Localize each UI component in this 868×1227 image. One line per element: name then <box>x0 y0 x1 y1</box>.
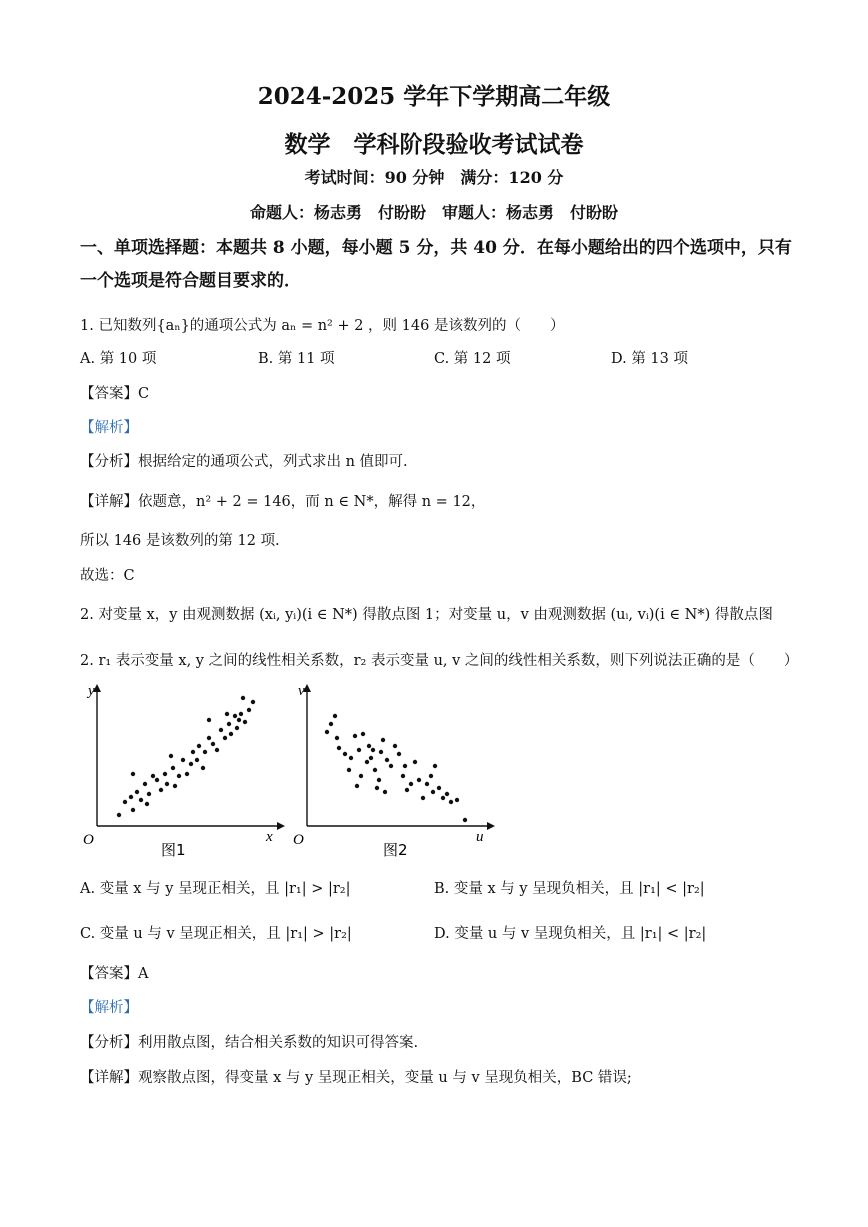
fig2-dots-dot <box>433 764 437 768</box>
fig2-dots-dot <box>437 786 441 790</box>
fig2-dots-dot <box>409 782 413 786</box>
fig1-dots-dot <box>139 798 143 802</box>
fig2-dots-dot <box>417 778 421 782</box>
q1-option-a: A. 第 10 项 <box>80 351 157 367</box>
fig1-points <box>117 696 255 817</box>
fig2-dots-dot <box>349 756 353 760</box>
fig2-dots-dot <box>355 784 359 788</box>
fig2-dots-dot <box>425 782 429 786</box>
q2-stem-line1: 2. 对变量 x，y 由观测数据 (xᵢ, yᵢ)(i ∈ N*) 得散点图 1；对变量 u，v 由观测数据 (uᵢ, vᵢ)(i ∈ N*) 得散点图 <box>80 607 773 623</box>
fig2-dots-dot <box>377 778 381 782</box>
fig2-dots-dot <box>385 758 389 762</box>
fig2-dots-dot <box>403 764 407 768</box>
fig1-origin-label: O <box>83 832 94 848</box>
fig1-dots-dot <box>189 762 193 766</box>
fig2-dots-dot <box>379 750 383 754</box>
section-heading-line2: 一个选项是符合题目要求的． <box>80 271 301 291</box>
fig2-dots-dot <box>413 760 417 764</box>
fig1-dots-dot <box>211 742 215 746</box>
fig2-origin-label: O <box>293 832 304 848</box>
exam-info: 考试时间：90 分钟 满分：120 分 <box>304 168 564 187</box>
fig1-dots-dot <box>171 766 175 770</box>
fig1-dots-dot <box>155 778 159 782</box>
fig1-dots-dot <box>201 766 205 770</box>
fig1-dots-dot <box>203 750 207 754</box>
fig2-dots-dot <box>389 764 393 768</box>
fig2-dots-dot <box>381 738 385 742</box>
fig2-dots-dot <box>449 800 453 804</box>
exam-title-subject: 数学 学科阶段验收考试试卷 <box>284 131 584 158</box>
fig2-dots-dot <box>463 818 467 822</box>
fig2-dots-dot <box>431 790 435 794</box>
fig2-dots-dot <box>405 788 409 792</box>
q2-option-b: B. 变量 x 与 y 呈现负相关，且 |r₁| < |r₂| <box>434 881 705 897</box>
fig1-dots-dot <box>237 718 241 722</box>
q1-option-d: D. 第 13 项 <box>611 351 688 367</box>
q1-detail: 【详解】依题意，n² + 2 = 146，而 n ∈ N*，解得 n = 12， <box>80 494 486 510</box>
fig1-dots-dot <box>197 744 201 748</box>
fig2-dots-dot <box>333 714 337 718</box>
q1-option-c: C. 第 12 项 <box>434 351 511 367</box>
fig1-dots-dot <box>215 748 219 752</box>
fig1-dots-dot <box>243 720 247 724</box>
fig1-dots-dot <box>169 754 173 758</box>
fig1-dots-dot <box>227 722 231 726</box>
fig1-dots-dot <box>143 782 147 786</box>
q1-option-b: B. 第 11 项 <box>258 351 335 367</box>
fig2-dots-dot <box>455 798 459 802</box>
fig2-dots-dot <box>401 774 405 778</box>
fig2-dots-dot <box>373 768 377 772</box>
fig1-dots-dot <box>247 708 251 712</box>
q2-option-a: A. 变量 x 与 y 呈现正相关，且 |r₁| > |r₂| <box>80 881 351 897</box>
fig1-dots-dot <box>159 788 163 792</box>
fig1-dots-dot <box>233 714 237 718</box>
exam-title-year: 2024-2025 学年下学期高二年级 <box>257 83 611 110</box>
fig2-dots-dot <box>397 752 401 756</box>
fig1-dots-dot <box>223 736 227 740</box>
fig2-dots-dot <box>371 748 375 752</box>
fig2-dots-dot <box>347 768 351 772</box>
fig2-dots-dot <box>441 796 445 800</box>
fig1-dots-dot <box>151 774 155 778</box>
fig2-y-label: v <box>298 683 305 699</box>
fig2-dots-dot <box>361 732 365 736</box>
fig2-dots-dot <box>359 774 363 778</box>
fig1-dots-dot <box>135 790 139 794</box>
fig1-dots-dot <box>229 732 233 736</box>
fig2-dots-dot <box>367 744 371 748</box>
fig1-dots-dot <box>195 758 199 762</box>
fig1-dots-dot <box>147 792 151 796</box>
q1-analysis: 【分析】根据给定的通项公式，列式求出 n 值即可. <box>80 454 408 470</box>
q1-choice: 故选：C <box>80 568 135 584</box>
fig2-dots-dot <box>335 736 339 740</box>
fig2-caption: 图2 <box>383 841 408 859</box>
fig1-dots-dot <box>191 750 195 754</box>
q1-answer: 【答案】C <box>80 386 150 402</box>
fig2-dots-dot <box>375 786 379 790</box>
fig1-dots-dot <box>165 782 169 786</box>
fig1-dots-dot <box>123 800 127 804</box>
fig1-caption: 图1 <box>161 841 186 859</box>
fig1-dots-dot <box>219 728 223 732</box>
fig2-dots-dot <box>369 756 373 760</box>
fig1-dots-dot <box>129 795 133 799</box>
fig1-dots-dot <box>251 700 255 704</box>
fig2-dots-dot <box>337 746 341 750</box>
fig1-dots-dot <box>185 772 189 776</box>
fig1-dots-dot <box>207 736 211 740</box>
fig1-dots-dot <box>239 712 243 716</box>
fig1-dots-dot <box>131 772 135 776</box>
fig2-x-arrow <box>487 822 495 830</box>
q1-stem: 1. 已知数列{aₙ}的通项公式为 aₙ = n² + 2 ，则 146 是该数列的（ ） <box>80 318 565 334</box>
fig1-dots-dot <box>145 802 149 806</box>
q2-stem-line2: 2. r₁ 表示变量 x, y 之间的线性相关系数，r₂ 表示变量 u, v 之间的线性相关系数，则下列说法正确的是（ ） <box>80 653 799 669</box>
fig2-x-label: u <box>476 829 484 845</box>
q2-analysis: 【分析】利用散点图，结合相关系数的知识可得答案. <box>80 1035 419 1051</box>
scatter-figure-1 <box>75 680 285 860</box>
fig1-y-label: y <box>88 683 95 699</box>
fig1-dots-dot <box>117 813 121 817</box>
q2-answer: 【答案】A <box>80 966 149 982</box>
fig1-dots-dot <box>207 718 211 722</box>
fig2-dots-dot <box>325 730 329 734</box>
fig1-x-arrow <box>277 822 285 830</box>
fig2-dots-dot <box>383 790 387 794</box>
fig1-dots-dot <box>177 774 181 778</box>
fig2-dots-dot <box>365 760 369 764</box>
fig1-dots-dot <box>225 712 229 716</box>
fig2-dots-dot <box>357 748 361 752</box>
q1-conclusion: 所以 146 是该数列的第 12 项. <box>80 533 280 549</box>
q2-option-d: D. 变量 u 与 v 呈现负相关，且 |r₁| < |r₂| <box>434 926 707 942</box>
fig1-dots-dot <box>163 772 167 776</box>
fig2-points <box>325 714 467 822</box>
q2-detail: 【详解】观察散点图，得变量 x 与 y 呈现正相关，变量 u 与 v 呈现负相关，BC 错误; <box>80 1070 632 1086</box>
exam-authors: 命题人：杨志勇 付盼盼 审题人：杨志勇 付盼盼 <box>249 203 618 222</box>
q1-jiexi-tag: 【解析】 <box>80 420 138 436</box>
fig2-dots-dot <box>429 774 433 778</box>
fig2-dots-dot <box>421 796 425 800</box>
fig2-dots-dot <box>343 752 347 756</box>
fig2-dots-dot <box>393 744 397 748</box>
fig1-x-label: x <box>266 829 273 845</box>
scatter-figure-2 <box>285 680 495 860</box>
fig1-dots-dot <box>173 784 177 788</box>
q2-jiexi-tag: 【解析】 <box>80 1000 138 1016</box>
fig2-dots-dot <box>353 734 357 738</box>
fig1-dots-dot <box>235 726 239 730</box>
section-heading-line1: 一、单项选择题：本题共 8 小题，每小题 5 分，共 40 分．在每小题给出的四个选项中，只有 <box>80 238 792 258</box>
fig2-dots-dot <box>329 722 333 726</box>
fig1-dots-dot <box>241 696 245 700</box>
fig2-dots-dot <box>445 792 449 796</box>
q2-option-c: C. 变量 u 与 v 呈现正相关，且 |r₁| > |r₂| <box>80 926 352 942</box>
fig1-dots-dot <box>181 758 185 762</box>
fig1-dots-dot <box>131 808 135 812</box>
